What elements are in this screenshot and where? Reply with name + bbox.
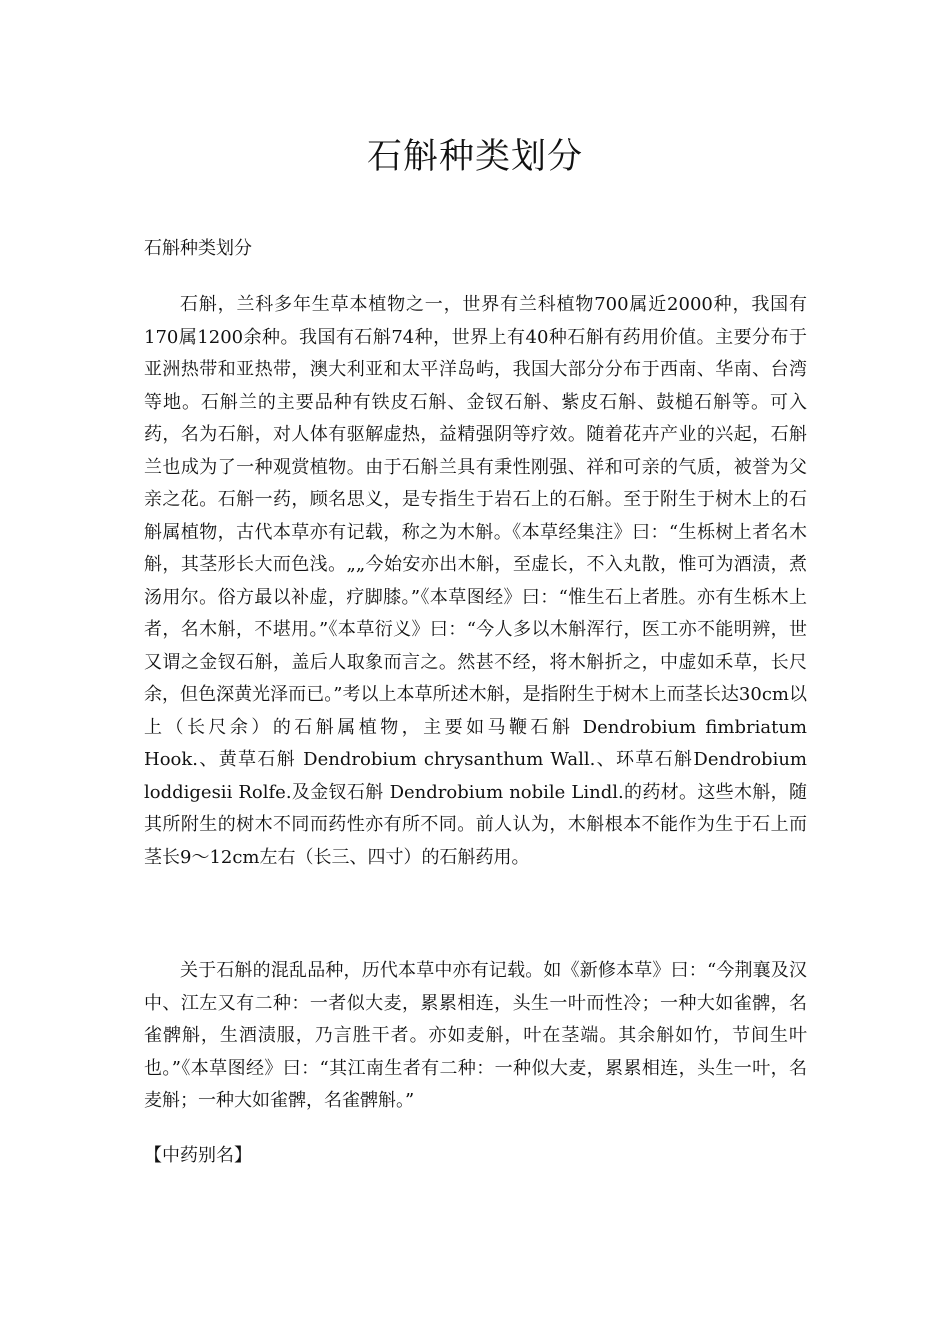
document-subtitle: 石斛种类划分: [144, 238, 252, 259]
paragraph-2: 关于石斛的混乱品种，历代本草中亦有记载。如《新修本草》曰：“今荆襄及汉中、江左又有二种：一者似大麦，累累相连，头生一叶而性冷；一种大如雀髀，名雀髀斛，生酒渍服，乃言胜干者。亦如麦斛，叶在茎端。其余斛如竹，节间生叶也。”《本草图经》曰：“其江南生者有二种：一种似大麦，累累相连，头生一叶，名麦斛；一种大如雀髀，名雀髀斛。”: [144, 960, 807, 1111]
paragraph-1: 石斛，兰科多年生草本植物之一，世界有兰科植物700属近2000种，我国有170属1200余种。我国有石斛74种，世界上有40种石斛有药用价值。主要分布于亚洲热带和亚热带，澳大利亚和太平洋岛屿，我国大部分分布于西南、华南、台湾等地。石斛兰的主要品种有铁皮石斛、金钗石斛、紫皮石斛、鼓槌石斛等。可入药，名为石斛，对人体有驱解虚热，益精强阴等疗效。随着花卉产业的兴起，石斛兰也成为了一种观赏植物。由于石斛兰具有秉性刚强、祥和可亲的气质，被誉为父亲之花。石斛一药，顾名思义，是专指生于岩石上的石斛。至于附生于树木上的石斛属植物，古代本草亦有记载，称之为木斛。《本草经集注》曰：“生栎树上者名木斛，其茎形长大而色浅。„„今始安亦出木斛，至虚长，不入丸散，惟可为酒渍，煮汤用尔。俗方最以补虚，疗脚膝。”《本草图经》曰：“惟生石上者胜。亦有生栎木上者，名木斛，不堪用。”《本草衍义》曰：“今人多以木斛浑行，医工亦不能明辨，世又谓之金钗石斛，盖后人取象而言之。然甚不经，将木斛折之，中虚如禾草，长尺余，但色深黄光泽而已。”考以上本草所述木斛，是指附生于树木上而茎长达30cm以上（长尺余）的石斛属植物，主要如马鞭石斛 Dendrobium fimbriatum Hook.、黄草石斛 Dendrobium chrysanthum Wall.、环草石斛Dendrobium loddigesii Rolfe.及金钗石斛 Dendrobium nobile Lindl.的药材。这些木斛，随其所附生的树木不同而药性亦有所不同。前人认为，木斛根本不能作为生于石上而茎长9～12cm左右（长三、四寸）的石斛药用。: [144, 294, 807, 868]
document-title: 石斛种类划分: [366, 137, 583, 177]
section-heading-aliases: 【中药别名】: [144, 1145, 252, 1166]
